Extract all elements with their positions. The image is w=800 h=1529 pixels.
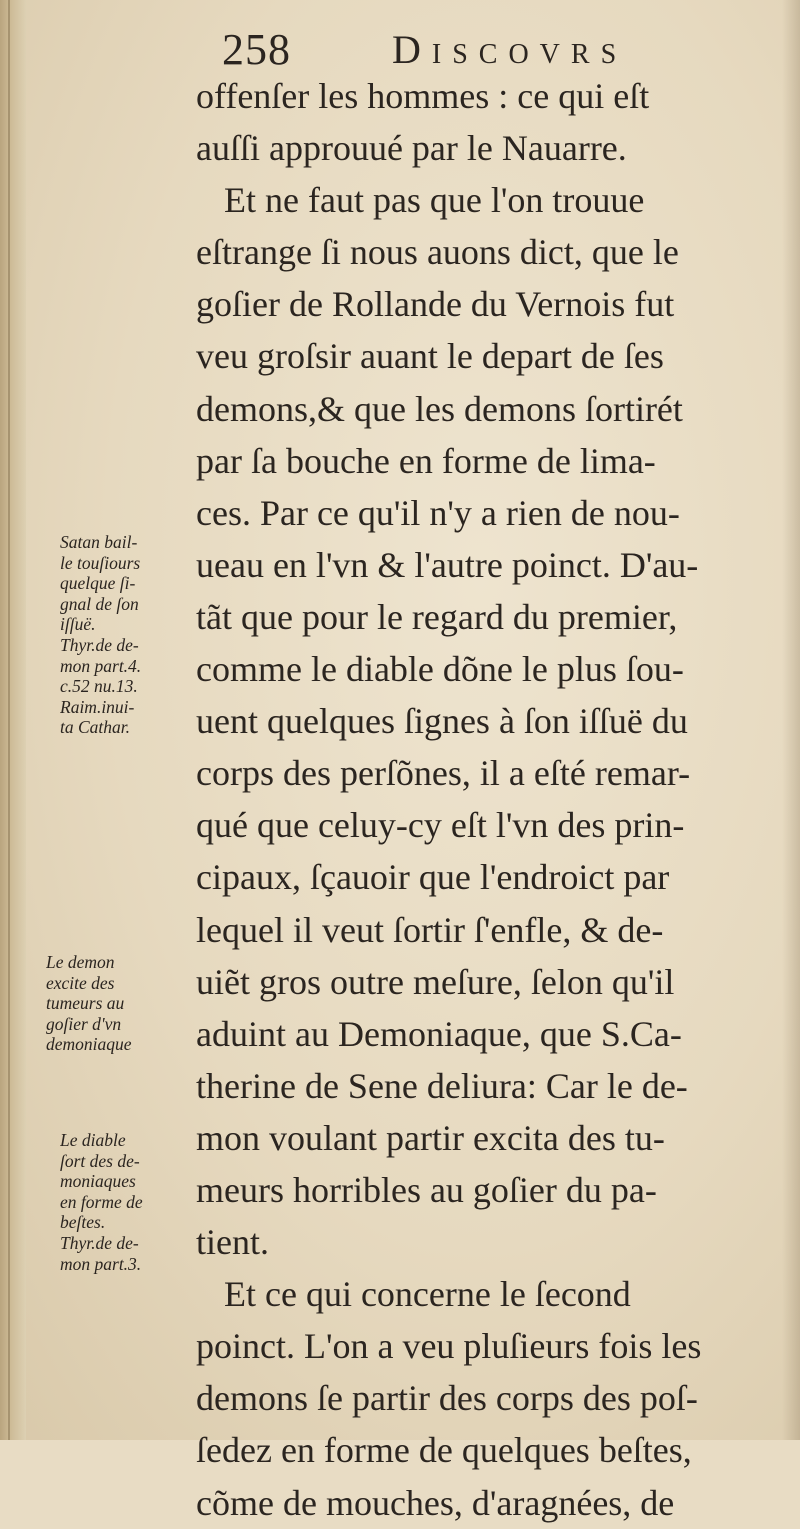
margin-note-line: Le diable <box>60 1130 126 1150</box>
text-line: lequel il veut ſortir ſ'enfle, & de- <box>196 909 664 950</box>
page-number: 258 <box>222 25 291 74</box>
margin-note-line: Raim.inui- <box>60 696 135 717</box>
margin-note-line: beſtes. <box>60 1212 106 1233</box>
text-line: offenſer les hommes : ce qui eſt <box>196 76 650 116</box>
text-line: demons,& que les demons ſortirét <box>196 388 683 429</box>
margin-note-line: mon part.3. <box>60 1253 142 1274</box>
text-line: comme le diable dõne le plus ſou- <box>196 649 684 690</box>
gutter-line <box>8 0 10 1440</box>
margin-note-line: c.52 nu.13. <box>60 676 138 697</box>
text-line: ſedez en forme de quelques beſtes, <box>196 1430 692 1471</box>
margin-note-line: demoniaque <box>46 1034 132 1055</box>
text-line: uiẽt gros outre meſure, ſelon qu'il <box>196 961 675 1002</box>
text-line: tient. <box>196 1222 269 1263</box>
text-line: tãt que pour le regard du premier, <box>196 596 678 637</box>
margin-note-line: Thyr.de de- <box>60 1232 139 1253</box>
binding-gutter <box>0 0 26 1440</box>
body-text <box>196 70 776 1529</box>
text-line: veu groſsir auant le depart de ſes <box>196 336 664 377</box>
margin-note-line: mon part.4. <box>60 655 142 676</box>
margin-note-line: Le demon <box>46 952 115 972</box>
text-line: eſtrange ſi nous auons dict, que le <box>196 232 679 273</box>
page-edge-shadow <box>782 0 800 1440</box>
text-line: cõme de mouches, d'aragnées, de <box>196 1482 675 1523</box>
text-line: demons ſe partir des corps des poſ- <box>196 1378 698 1419</box>
margin-note <box>60 1130 210 1274</box>
margin-note-line: goſier d'vn <box>46 1013 122 1034</box>
margin-note-line: ſort des de- <box>60 1150 140 1171</box>
text-line: therine de Sene deliura: Car le de- <box>196 1065 688 1106</box>
text-line: ces. Par ce qu'il n'y a rien de nou- <box>196 492 680 533</box>
margin-note-line: le touſiours <box>60 552 141 573</box>
margin-note-line: tumeurs au <box>46 993 125 1014</box>
margin-note-line: Satan bail- <box>60 532 138 552</box>
text-line: cipaux, ſçauoir que l'endroict par <box>196 857 670 898</box>
text-line: par ſa bouche en forme de lima- <box>196 440 656 481</box>
text-line: ueau en l'vn & l'autre poinct. D'au- <box>196 544 699 585</box>
text-line: aduint au Demoniaque, que S.Ca- <box>196 1013 682 1054</box>
text-line: Et ce qui concerne le ſecond <box>224 1274 631 1315</box>
text-line: Et ne faut pas que l'on trouue <box>224 180 645 221</box>
text-line: goſier de Rollande du Vernois fut <box>196 284 675 325</box>
margin-note-line: en forme de <box>60 1191 143 1212</box>
text-line: auſſi approuué par le Nauarre. <box>196 128 627 169</box>
margin-note-line: ta Cathar. <box>60 717 131 738</box>
margin-note-line: gnal de ſon <box>60 593 139 614</box>
text-line: meurs horribles au goſier du pa- <box>196 1169 657 1210</box>
text-line: qué que celuy-cy eſt l'vn des prin- <box>196 805 685 846</box>
margin-note-line: iſſuë. <box>60 614 96 635</box>
text-line: corps des perſõnes, il a eſté remar- <box>196 753 691 794</box>
margin-note-line: quelque ſi- <box>60 573 136 594</box>
margin-note-line: excite des <box>46 972 115 993</box>
text-line: mon voulant partir excita des tu- <box>196 1117 665 1158</box>
running-head: Discovrs <box>392 27 628 72</box>
margin-note <box>60 532 210 738</box>
margin-note <box>46 952 196 1055</box>
margin-note-line: Thyr.de de- <box>60 634 139 655</box>
text-line: uent quelques ſignes à ſon iſſuë du <box>196 701 688 742</box>
margin-note-line: moniaques <box>60 1171 136 1192</box>
text-line: poinct. L'on a veu pluſieurs fois les <box>196 1326 702 1367</box>
